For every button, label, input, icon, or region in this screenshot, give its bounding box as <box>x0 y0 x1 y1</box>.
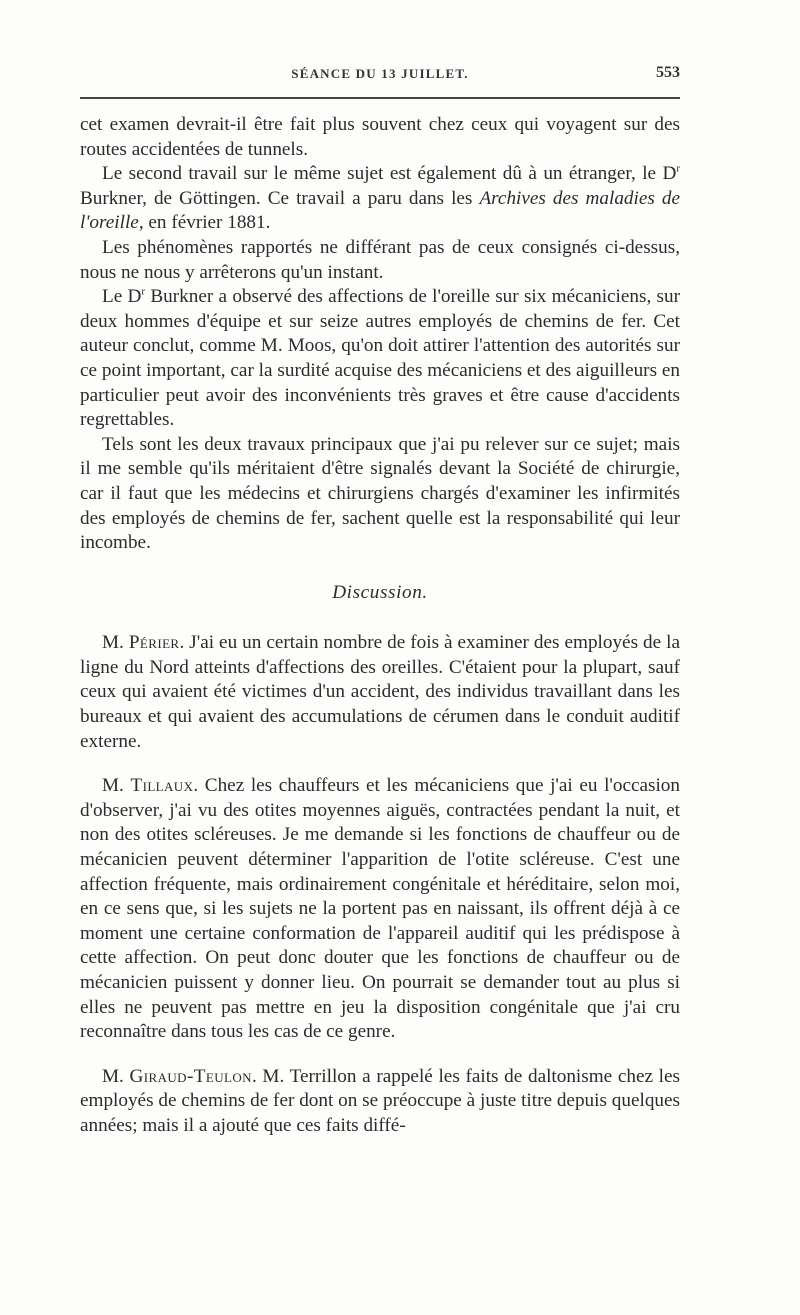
superscript: r <box>676 162 680 175</box>
running-head: SÉANCE DU 13 JUILLET. <box>291 66 469 81</box>
paragraph-burkner <box>80 285 680 433</box>
paragraph-text: . J'ai eu un certain nombre de fois à examiner des employés de la ligne du Nord atteints d'affections des oreilles. C'étaient pour la plupart, sauf ceux qui avaient été victimes d'un accident, des individus travaillant dans les bureaux et qui avaient des accumulations de cérumen dans le conduit auditif externe. <box>80 632 680 752</box>
paragraph-text: cet examen devrait-il être fait plus souvent chez ceux qui voyagent sur des routes accidentées de tunnels. <box>80 114 680 160</box>
paragraph-continuation <box>80 113 680 162</box>
speaker-name: Tillaux <box>130 775 194 797</box>
paragraph-text: Burkner, de Göttingen. Ce travail a paru dans les <box>80 187 480 209</box>
page-number: 553 <box>656 64 680 81</box>
paragraph-text: , en février 1881. <box>138 212 271 234</box>
paragraph-perier <box>80 631 680 754</box>
journal-title: Archives des maladies de l'oreille <box>80 187 680 234</box>
speaker-prefix: M. <box>102 775 131 797</box>
paragraph-phenomena <box>80 236 680 285</box>
paragraph-tillaux <box>80 774 680 1045</box>
speaker-name: Périer <box>128 632 180 654</box>
header-rule <box>80 97 680 99</box>
paragraph-text: Burkner a observé des affections de l'oreille sur six mécaniciens, sur deux hommes d'équipe et sur seize autres employés de chemins de fer. Cet auteur conclut, comme M. Moos, qu'on doit attirer l'attention des autorités sur ce point important, car la surdité acquise des mécaniciens et des aiguilleurs en particulier peut avoir des inconvénients très graves et être cause d'accidents regrettables. <box>80 286 680 431</box>
paragraph-text: Les phénomènes rapportés ne différant pas de ceux consignés ci-dessus, nous ne nous y arrêterons qu'un instant. <box>80 236 680 283</box>
paragraph-conclusion <box>80 433 680 556</box>
speaker-prefix: M. <box>102 632 129 654</box>
speaker-name: Giraud-Teulon <box>129 1065 252 1087</box>
speaker-prefix: M. <box>102 1065 130 1087</box>
body-text <box>80 113 680 1139</box>
paragraph-text: Le second travail sur le même sujet est également dû à un étranger, le D <box>102 163 677 185</box>
paragraph-giraud-teulon <box>80 1065 680 1139</box>
section-heading-discussion: Discussion. <box>332 581 428 603</box>
paragraph-text: . M. Terrillon a rappelé les faits de daltonisme chez les employés de chemins de fer dont on se préoccupe à juste titre depuis quelques années; mais il a ajouté que ces faits diffé- <box>80 1065 680 1136</box>
page-header <box>80 64 680 94</box>
paragraph-second-study <box>80 162 680 236</box>
paragraph-text: Tels sont les deux travaux principaux que j'ai pu relever sur ce sujet; mais il me semble qu'ils méritaient d'être signalés devant la Société de chirurgie, car il faut que les médecins et chirurgiens chargés d'examiner les infirmités des employés de chemins de fer, sachent quelle est la responsabilité qui leur incombe. <box>80 433 680 554</box>
paragraph-text: Le D <box>102 286 142 308</box>
paragraph-text: . Chez les chauffeurs et les mécaniciens que j'ai eu l'occasion d'observer, j'ai vu des otites moyennes aiguës, contractées pendant la nuit, et non des otites scléreuses. Je me demande si les fonctions de chauffeur ou de mécanicien peuvent déterminer l'apparition de l'otite scléreuse. C'est une affection fréquente, mais ordinairement congénitale et héréditaire, selon moi, en ce sens que, si les sujets ne la portent pas en naissant, ils offrent déjà à ce moment une certaine conformation de l'appareil auditif qui les prédispose à cette affection. On peut donc douter que les fonctions de chauffeur ou de mécanicien puissent y donner lieu. On pourrait se demander tout au plus si elles ne peuvent pas mettre en jeu la disposition congénitale que j'ai cru reconnaître dans tous les cas de ce genre. <box>80 775 680 1043</box>
superscript: r <box>141 285 146 298</box>
